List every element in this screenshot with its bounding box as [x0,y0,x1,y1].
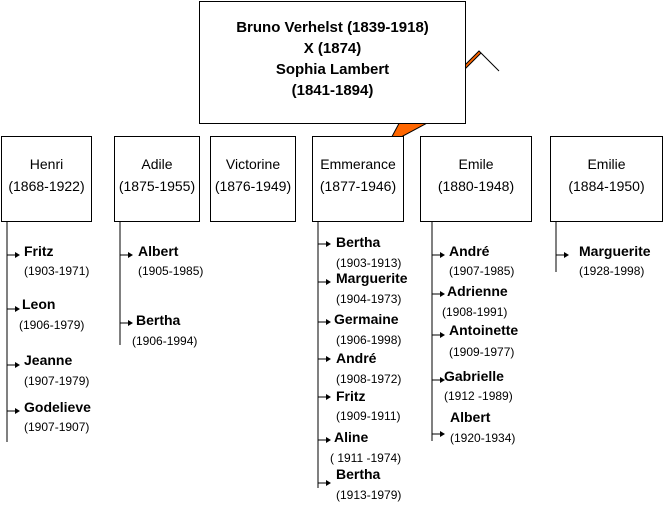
grandchild-dates: (1906-1994) [132,334,198,348]
child-dates: (1875-1955) [118,178,196,194]
grandchild-dates: (1906-1979) [19,318,85,332]
child-name: Emile [458,156,494,172]
root-marriage: X (1874) [303,40,362,57]
grandchild-name: Bertha [336,234,381,250]
grandchild-dates: (1928-1998) [579,264,645,278]
child-dates: (1884-1950) [568,178,645,194]
branch-arrowhead [128,320,133,326]
grandchild-name: Bertha [136,312,181,328]
grandchild-name: Godelieve [24,399,91,415]
child-box-henri [1,136,92,222]
grandchild-name: Fritz [24,243,54,259]
grandchild-name: Marguerite [336,270,408,286]
grandchild-name: Aline [334,429,369,445]
child-box-emmerance [312,136,404,222]
child-box-emile [420,136,532,222]
grandchild-name: Fritz [336,388,366,404]
grandchild-dates: (1907-1985) [449,264,515,278]
grandchild-name: Antoinette [449,322,519,338]
root-name: Bruno Verhelst (1839-1918) [236,19,429,36]
branch-arrowhead [440,431,445,437]
branch-arrowhead [326,279,331,285]
grandchild-name: Bertha [336,466,381,482]
child-box-victorine [210,136,296,222]
grandchild-dates: (1912 -1989) [444,389,513,403]
branch-arrowhead [440,291,445,297]
grandchild-dates: (1906-1998) [336,333,402,347]
child-name: Victorine [225,156,281,172]
grandchild-name: André [336,350,377,366]
child-dates: (1877-1946) [319,178,397,194]
root-couple-box [199,1,466,124]
grandchild-name: Gabrielle [444,368,504,384]
branch-arrowhead [15,252,20,258]
branch-arrowhead [326,394,331,400]
branch-arrowhead [15,362,20,368]
branch-arrowhead [440,252,445,258]
child-name: Emmerance [320,156,396,172]
branch-arrowhead [326,319,331,325]
grandchild-dates: ( 1911 -1974) [330,451,402,465]
branch-arrowhead [326,437,331,443]
grandchild-name: Adrienne [447,283,508,299]
grandchild-dates: (1903-1971) [24,264,90,278]
child-dates: (1868-1922) [8,178,85,194]
grandchild-name: Albert [450,409,491,425]
grandchild-name: Leon [22,296,56,312]
grandchild-dates: (1904-1973) [336,292,402,306]
grandchild-name: Jeanne [24,352,73,368]
grandchild-name: Albert [138,243,179,259]
branch-arrowhead [326,480,331,486]
branch-arrowhead [326,241,331,247]
child-name: Henri [29,156,64,172]
child-dates: (1876-1949) [214,178,292,194]
root-spouse-dates: (1841-1894) [291,82,374,99]
branch-arrowhead [564,252,569,258]
child-dates: (1880-1948) [437,178,515,194]
branch-arrowhead [128,252,133,258]
grandchild-name: André [449,243,490,259]
grandchild-name: Marguerite [579,243,651,259]
grandchild-dates: (1909-1911) [336,409,401,423]
root-spouse: Sophia Lambert [275,61,390,78]
branch-arrowhead [15,306,20,312]
child-name: Emilie [587,156,626,172]
grandchild-dates: (1920-1934) [450,431,516,445]
grandchild-dates: (1907-1907) [24,420,90,434]
grandchild-dates: (1907-1979) [24,374,90,388]
branch-arrowhead [326,356,331,362]
grandchild-dates: (1905-1985) [138,264,204,278]
child-name: Adile [141,156,173,172]
grandchild-name: Germaine [334,311,399,327]
grandchild-dates: (1909-1977) [449,345,515,359]
grandchild-dates: (1908-1972) [336,372,402,386]
grandchild-dates: (1903-1913) [336,256,402,270]
branch-arrowhead [440,332,445,338]
child-box-emilie [550,136,663,222]
grandchild-dates: (1913-1979) [336,488,402,502]
grandchild-dates: (1908-1991) [442,305,508,319]
branch-arrowhead [15,408,20,414]
child-box-adile [114,136,200,222]
